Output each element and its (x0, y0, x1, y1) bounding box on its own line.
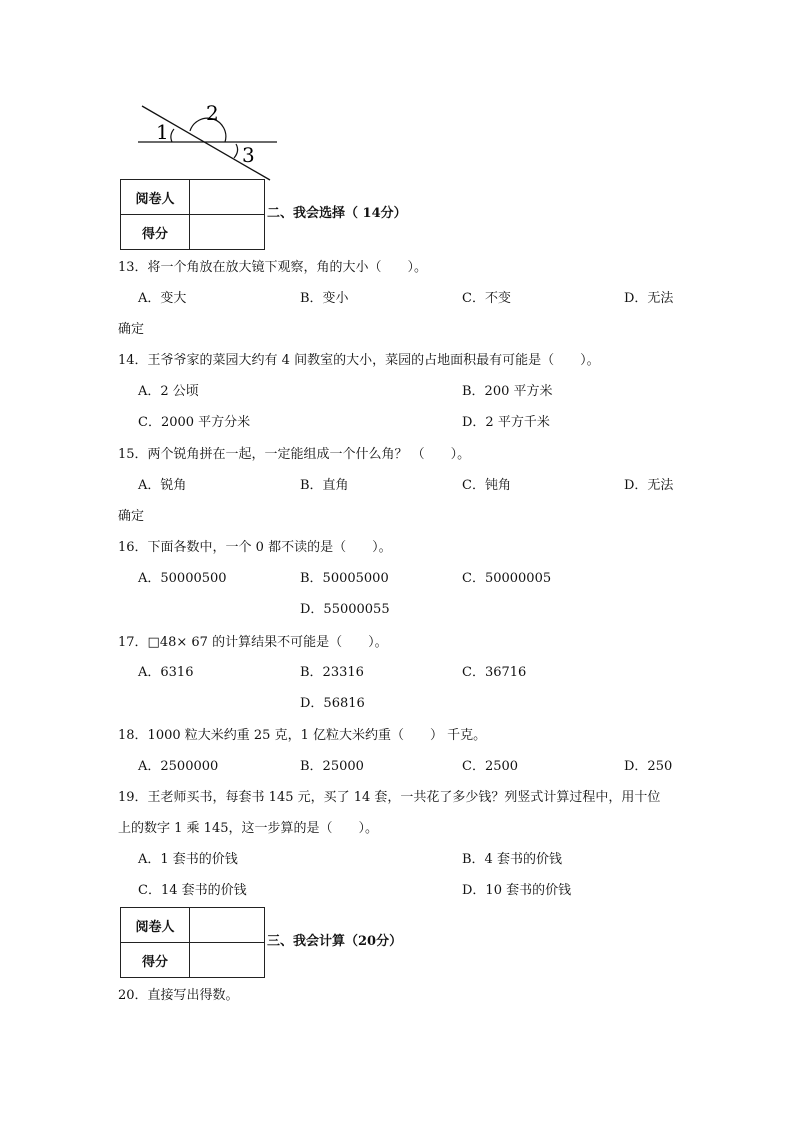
question-14-stem: 14．王爷爷家的菜园大约有 4 间教室的大小，菜园的占地面积最有可能是（ ）。 (118, 353, 600, 368)
grader-label: 阅卷人 (121, 180, 190, 215)
q18-option-c[interactable]: C．2500 (462, 759, 519, 774)
angle-figure (130, 98, 290, 188)
question-17-stem: 17．□48× 67 的计算结果不可能是（ ）。 (118, 635, 388, 650)
q15-option-d-continued: 确定 (118, 509, 145, 524)
q14-option-a[interactable]: A．2 公顷 (138, 384, 199, 399)
angle-label-2: 2 (206, 101, 219, 125)
q15-option-a[interactable]: A．锐角 (138, 478, 187, 493)
q18-option-a[interactable]: A．2500000 (138, 759, 219, 774)
q15-option-d[interactable]: D．无法 (624, 478, 674, 493)
angle-label-3: 3 (242, 143, 255, 167)
question-13-stem: 13．将一个角放在放大镜下观察，角的大小（ ）。 (118, 260, 428, 275)
q13-option-a[interactable]: A．变大 (138, 291, 187, 306)
angle-3-arc (234, 144, 238, 158)
score-cell[interactable] (190, 943, 265, 978)
question-19-stem: 19．王老师买书，每套书 145 元，买了 14 套，一共花了多少钱？列竖式计算过程中，用十位 (118, 790, 661, 805)
question-18-stem: 18．1000 粒大米约重 25 克，1 亿粒大米约重（ ） 千克。 (118, 728, 487, 743)
score-cell[interactable] (190, 215, 265, 250)
q14-option-b[interactable]: B．200 平方米 (462, 384, 553, 399)
grader-cell[interactable] (190, 180, 265, 215)
q18-option-d[interactable]: D．250 (624, 759, 673, 774)
q15-option-b[interactable]: B．直角 (300, 478, 349, 493)
score-table-section2 (120, 179, 265, 250)
q17-option-c[interactable]: C．36716 (462, 665, 527, 680)
question-19-stem-line2: 上的数字 1 乘 145，这一步算的是（ ）。 (118, 821, 378, 836)
q19-option-c[interactable]: C．14 套书的价钱 (138, 883, 247, 898)
q19-option-b[interactable]: B．4 套书的价钱 (462, 852, 562, 867)
q17-option-a[interactable]: A．6316 (138, 665, 194, 680)
angle-1-arc (171, 129, 174, 142)
q13-option-b[interactable]: B．变小 (300, 291, 349, 306)
q16-option-c[interactable]: C．50000005 (462, 571, 552, 586)
question-15-stem: 15．两个锐角拼在一起，一定能组成一个什么角？ （ ）。 (118, 447, 471, 462)
q14-option-c[interactable]: C．2000 平方分米 (138, 415, 251, 430)
score-label: 得分 (121, 215, 190, 250)
question-16-stem: 16．下面各数中，一个 0 都不读的是（ ）。 (118, 540, 392, 555)
q13-option-c[interactable]: C．不变 (462, 291, 511, 306)
question-20-stem: 20．直接写出得数。 (118, 988, 239, 1003)
q16-option-a[interactable]: A．50000500 (138, 571, 227, 586)
q19-option-d[interactable]: D．10 套书的价钱 (462, 883, 572, 898)
score-label: 得分 (121, 943, 190, 978)
q13-option-d-continued: 确定 (118, 322, 145, 337)
angle-label-1: 1 (156, 120, 169, 144)
q17-option-b[interactable]: B．23316 (300, 665, 364, 680)
section2-title: 二、我会选择（ 14分） (267, 206, 407, 221)
q16-option-b[interactable]: B．50005000 (300, 571, 389, 586)
q13-option-d[interactable]: D．无法 (624, 291, 674, 306)
grader-label: 阅卷人 (121, 908, 190, 943)
q19-option-a[interactable]: A．1 套书的价钱 (138, 852, 238, 867)
q17-option-d[interactable]: D．56816 (300, 696, 365, 711)
score-table-section3 (120, 907, 265, 978)
q14-option-d[interactable]: D．2 平方千米 (462, 415, 550, 430)
section3-title: 三、我会计算（20分） (267, 934, 403, 949)
grader-cell[interactable] (190, 908, 265, 943)
q16-option-d[interactable]: D．55000055 (300, 602, 390, 617)
q15-option-c[interactable]: C．钝角 (462, 478, 511, 493)
q18-option-b[interactable]: B．25000 (300, 759, 364, 774)
